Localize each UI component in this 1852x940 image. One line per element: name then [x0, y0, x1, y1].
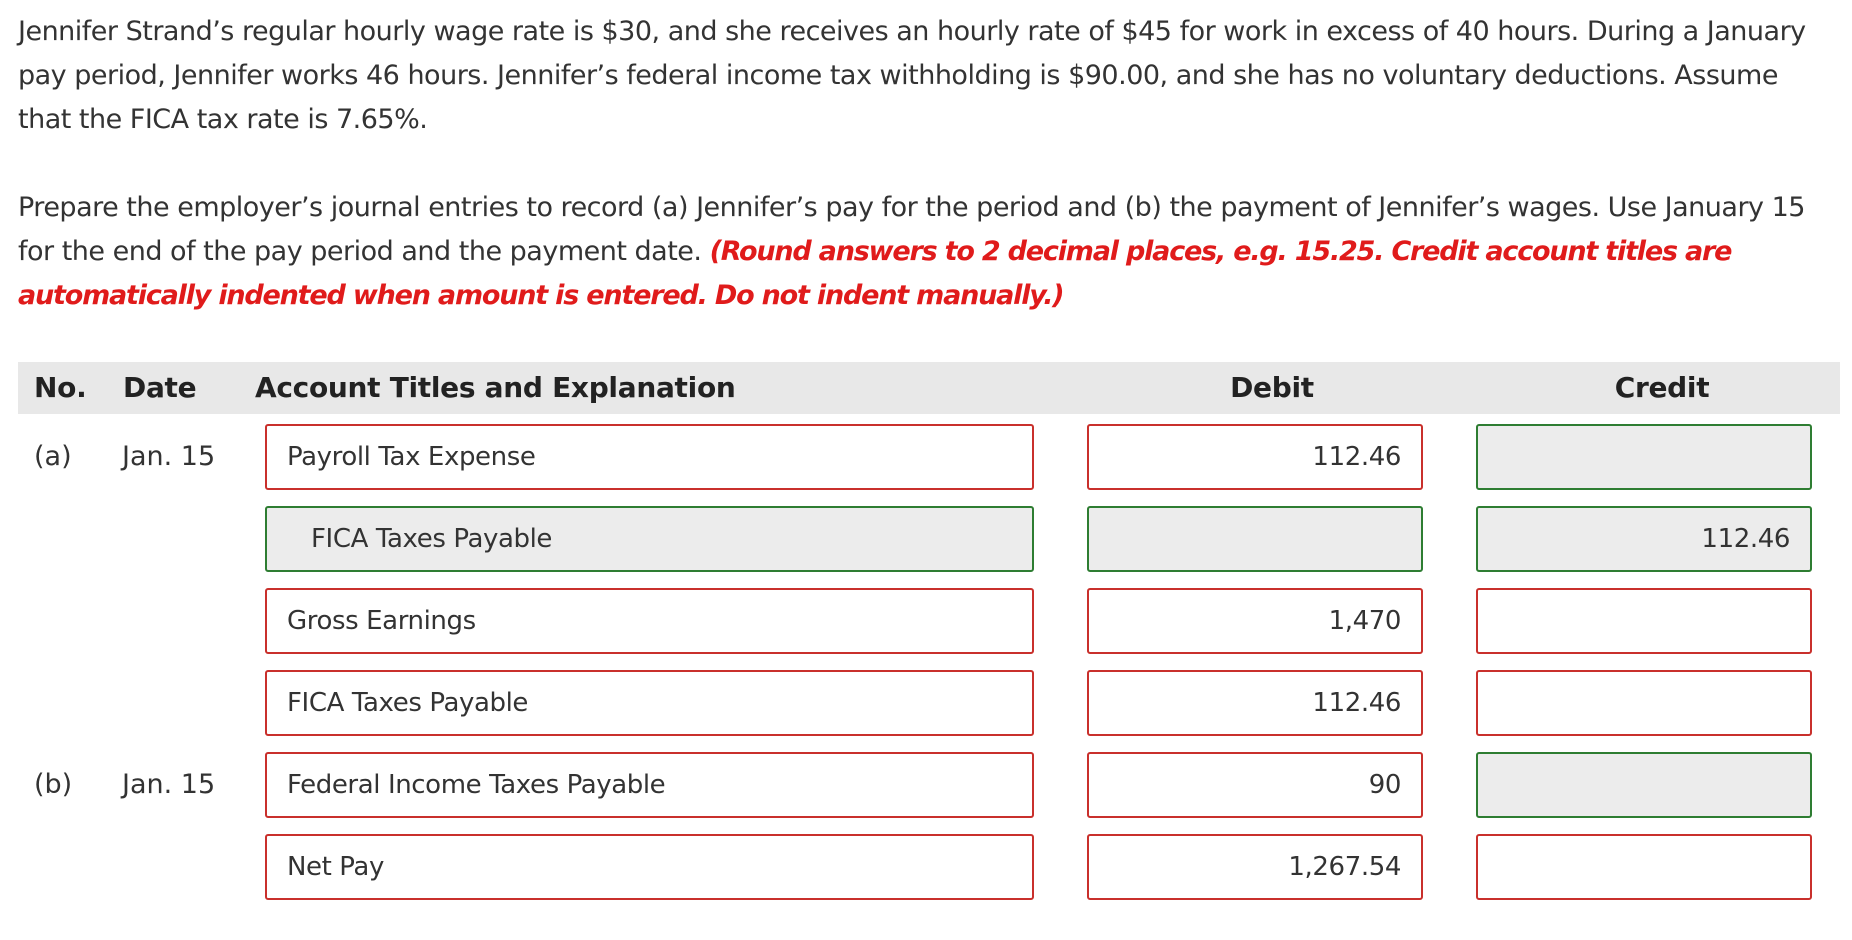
debit-input[interactable] — [1087, 506, 1423, 572]
account-title-input[interactable]: Payroll Tax Expense — [265, 424, 1034, 490]
journal-row — [0, 506, 1852, 572]
account-title-input[interactable]: Net Pay — [265, 834, 1034, 900]
account-title-input[interactable]: FICA Taxes Payable — [265, 506, 1034, 572]
debit-input[interactable]: 90 — [1087, 752, 1423, 818]
debit-input[interactable]: 1,470 — [1087, 588, 1423, 654]
instruction-text: (Round answers to 2 decimal places, e.g. 15.25. Credit account titles are automatically indented when amount is entered. Do not indent manually.) — [18, 236, 1732, 311]
journal-row — [0, 752, 1852, 818]
account-title-input[interactable]: FICA Taxes Payable — [265, 670, 1034, 736]
entry-date: Jan. 15 — [122, 441, 216, 472]
entry-date: Jan. 15 — [122, 769, 216, 800]
credit-input[interactable]: 112.46 — [1476, 506, 1812, 572]
journal-row — [0, 588, 1852, 654]
entry-number: (a) — [34, 441, 72, 472]
journal-row — [0, 424, 1852, 490]
table-header — [18, 362, 1840, 414]
header-credit: Credit — [1614, 371, 1710, 404]
header-date: Date — [123, 371, 197, 404]
header-no: No. — [34, 371, 87, 404]
entry-number: (b) — [34, 769, 73, 800]
problem-statement — [18, 10, 1828, 318]
journal-row — [0, 670, 1852, 736]
credit-input[interactable] — [1476, 670, 1812, 736]
credit-input[interactable] — [1476, 588, 1812, 654]
debit-input[interactable]: 112.46 — [1087, 424, 1423, 490]
credit-input[interactable] — [1476, 424, 1812, 490]
account-title-input[interactable]: Federal Income Taxes Payable — [265, 752, 1034, 818]
credit-input[interactable] — [1476, 834, 1812, 900]
header-debit: Debit — [1230, 371, 1314, 404]
task-text: Prepare the employer’s journal entries to record (a) Jennifer’s pay for the period and (b) the payment of Jennifer’s wages. Use January 15 for the end of the pay period and the payment date. — [18, 192, 1805, 267]
debit-input[interactable]: 112.46 — [1087, 670, 1423, 736]
debit-input[interactable]: 1,267.54 — [1087, 834, 1423, 900]
journal-row — [0, 834, 1852, 900]
problem-paragraph-2 — [18, 186, 1828, 318]
header-account: Account Titles and Explanation — [255, 371, 736, 404]
credit-input[interactable] — [1476, 752, 1812, 818]
account-title-input[interactable]: Gross Earnings — [265, 588, 1034, 654]
problem-paragraph-1: Jennifer Strand’s regular hourly wage rate is $30, and she receives an hourly rate of $45 for work in excess of 40 hours. During a January pay period, Jennifer works 46 hours. Jennifer’s federal income tax withholding is $90.00, and she has no voluntary deductions. Assume that the FICA tax rate is 7.65%. — [18, 16, 1806, 135]
